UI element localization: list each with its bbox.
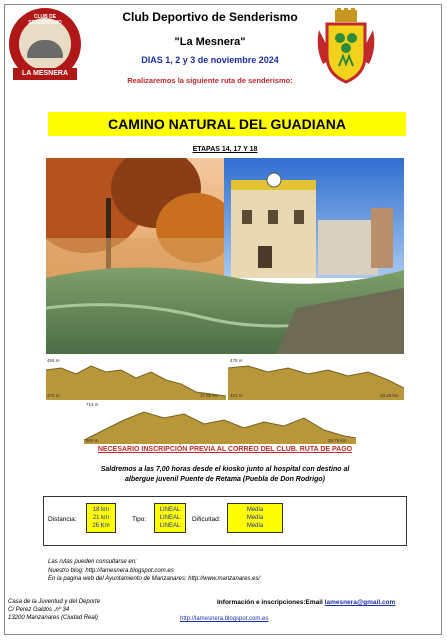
type-label: Tipo: (132, 516, 147, 523)
intro-text: Realizaremos la siguiente ruta de senderismo: (127, 76, 293, 85)
club-address: Casa de la Juventud y del Deporte C/ Perez Galdós ,nº 34 13200 Manzanares (Ciudad Real) (8, 599, 101, 621)
distance-values: 18 km 21 km 26 Km (86, 503, 116, 533)
club-logo-band: LA MESNERA (13, 68, 77, 80)
contact-info: Información e inscripciones:Email lamesnera@gmail.com (217, 599, 396, 606)
meeting-info: Saldremos a las 7,00 horas desde el kiosko junto al hospital con destino al albergue juvenil Puente de Retama (Puebla de Don Rodrigo) (100, 466, 350, 483)
route-details-table (43, 496, 407, 546)
registration-notice: NECESARIO INSCRIPCIÓN PREVIA AL CORREO DEL CLUB. RUTA DE PAGO (97, 446, 353, 453)
elevation-profile-stage-18 (84, 400, 356, 444)
email-link[interactable]: lamesnera@gmail.com (324, 599, 396, 606)
elevation-profile-stage-14 (46, 358, 226, 400)
route-stages: ETAPAS 14, 17 Y 18 (192, 146, 258, 153)
type-values: LINEAL LINEAL LINEAL (154, 503, 186, 533)
difficulty-label: Dificultad: (192, 516, 221, 523)
route-photo-collage (46, 158, 404, 354)
blog-link[interactable]: http://lamesnera.blogspot.com.es (180, 616, 269, 622)
info-links: Las rutas pueden consultarse en: Nuestro blog: http://lamesnera.blogspot.com.es En la pagina web del Ayuntamiento de Manzanares: http://www.manzanares.es/ (48, 559, 261, 582)
club-logo: CLUB DE SENDERISMO LA MESNERA (9, 8, 81, 80)
event-dates: DIAS 1, 2 y 3 de noviembre 2024 (141, 55, 279, 65)
club-subtitle: "La Mesnera" (174, 36, 246, 48)
distance-label: Distancia: (48, 516, 77, 523)
route-banner: CAMINO NATURAL DEL GUADIANA (48, 112, 406, 136)
elevation-profile-stage-17 (228, 358, 404, 400)
difficulty-values: Media Media Media (227, 503, 283, 533)
club-title: Club Deportivo de Senderismo (122, 10, 298, 24)
